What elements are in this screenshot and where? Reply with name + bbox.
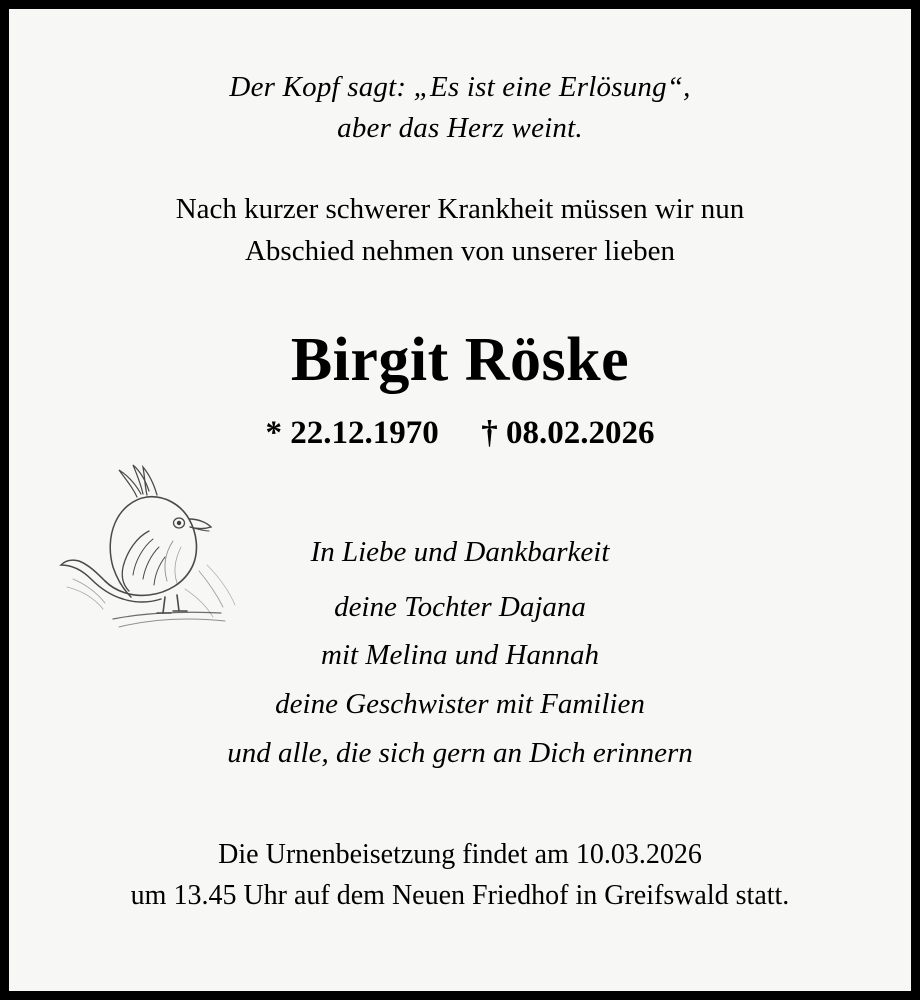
verse-block bbox=[51, 67, 869, 149]
obituary-content bbox=[9, 9, 911, 991]
intro-line-2: Abschied nehmen von unserer lieben bbox=[244, 234, 676, 267]
death-symbol: † bbox=[481, 414, 498, 451]
dedication-line-3: mit Melina und Hannah bbox=[321, 639, 599, 672]
death-date: 08.02.2026 bbox=[506, 414, 655, 451]
deceased-name: Birgit Röske bbox=[290, 325, 630, 394]
funeral-info bbox=[51, 835, 869, 916]
funeral-line-2: um 13.45 Uhr auf dem Neuen Friedhof in Greifswald statt. bbox=[130, 879, 790, 911]
birth-symbol: * bbox=[265, 414, 282, 451]
verse-line-1: Der Kopf sagt: „Es ist eine Erlösung“, bbox=[229, 71, 691, 103]
intro-line-1: Nach kurzer schwerer Krankheit müssen wir nun bbox=[175, 193, 745, 226]
life-dates bbox=[51, 415, 869, 452]
dedication-line-5: und alle, die sich gern an Dich erinnern bbox=[227, 736, 693, 769]
dedication-line-2: deine Tochter Dajana bbox=[334, 590, 586, 623]
bird-icon bbox=[53, 461, 263, 666]
funeral-line-1: Die Urnenbeisetzung findet am 10.03.2026 bbox=[218, 839, 702, 871]
dedication-line-1: In Liebe und Dankbarkeit bbox=[310, 535, 610, 568]
intro-block bbox=[51, 189, 869, 271]
birth-date: 22.12.1970 bbox=[290, 414, 439, 451]
dedication-line-4: deine Geschwister mit Familien bbox=[275, 687, 645, 720]
verse-line-2: aber das Herz weint. bbox=[337, 112, 583, 145]
